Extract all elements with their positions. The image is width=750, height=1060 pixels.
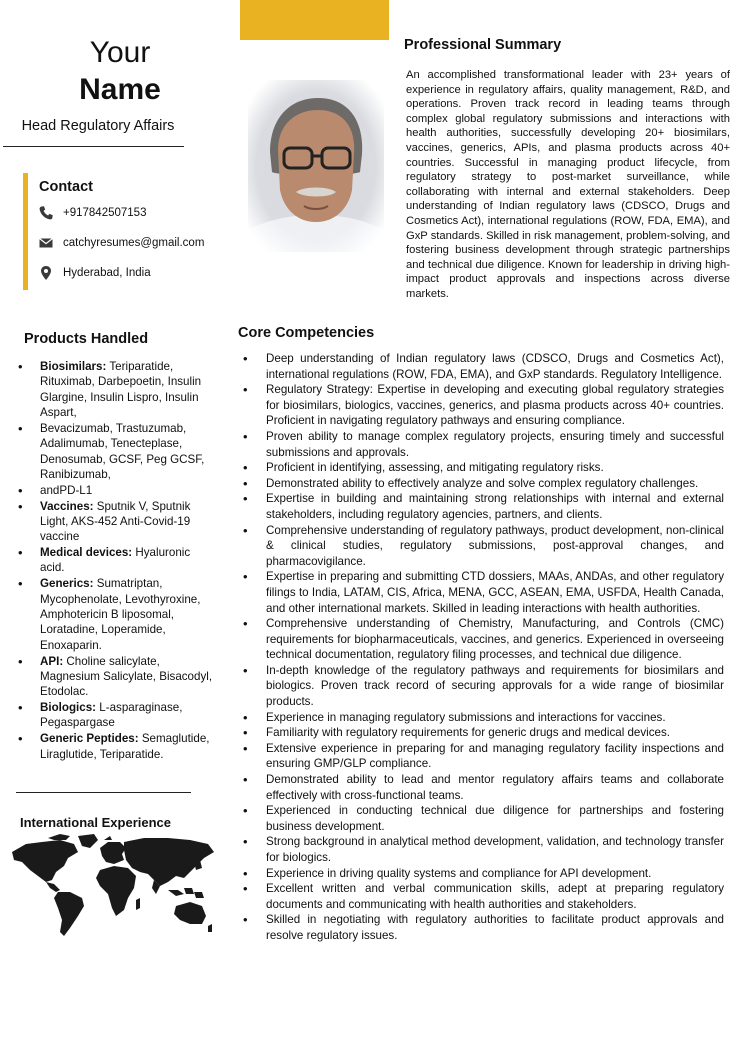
profile-photo — [248, 80, 384, 252]
list-item: • Proficient in identifying, assessing, and mitigating regulatory risks. — [240, 460, 724, 476]
product-names: Hyaluronic acid. — [40, 546, 191, 575]
product-category: Vaccines: — [40, 499, 94, 513]
list-item — [18, 483, 214, 498]
product-names: Teriparatide, Rituximab, Darbepoetin, Insulin Glargine, Insulin Lispro, Insulin Aspart, — [40, 360, 202, 420]
list-item — [18, 731, 214, 762]
list-item — [18, 545, 214, 576]
list-item — [18, 654, 214, 700]
job-title: Head Regulatory Affairs — [21, 118, 175, 134]
list-item — [18, 499, 214, 545]
contact-email-text: catchyresumes@gmail.com — [63, 237, 205, 249]
list-item: • Comprehensive understanding of regulatory pathways, product development, non-clinical & clinical studies, regulatory submissions, post-approval changes, and pharmacovigilance. — [240, 523, 724, 570]
name-first: Your — [89, 36, 151, 69]
list-item: • Demonstrated ability to lead and mentor regulatory affairs teams and collaborate effectively with cross-functional teams. — [240, 772, 724, 803]
list-item: • Proven ability to manage complex regulatory projects, ensuring timely and successful submissions and approvals. — [240, 429, 724, 460]
divider — [3, 146, 184, 147]
product-names: andPD-L1 — [40, 483, 93, 497]
list-item: • Experienced in conducting technical due diligence for partnerships and fostering business development. — [240, 803, 724, 834]
product-category: API: — [40, 654, 64, 668]
divider — [16, 792, 191, 793]
list-item: • Familiarity with regulatory requirements for generic drugs and medical devices. — [240, 725, 724, 741]
phone-icon — [38, 205, 54, 221]
product-names: Sputnik V, Sputnik Light, AKS-452 Anti-Covid-19 vaccine — [40, 499, 191, 544]
summary-text: An accomplished transformational leader with 23+ years of experience in regulatory affairs, quality management, R&D, and operations. Proven track record in leading teams through complex global regulatory submissions and interactions with health authorities, successfully developing 20+ biosimilars, vaccines, generics, APIs, and plasma products across 40+ countries. Successful in managing product lifecycle, from regulatory strategy to post-market surveillance, while collaborating with internal and external stakeholders. Deep understanding of Indian regulatory laws (CDSCO, Drugs and Cosmetics Act), international regulations (ROW, FDA, EMA), and GxP standards. Skilled in risk management, problem-solving, and fostering business development through strategic partnerships and technical due diligence. Known for leadership in driving high-impact product approvals and inspections across diverse markets. — [406, 69, 730, 300]
list-item: • In-depth knowledge of the regulatory pathways and requirements for biosimilars and biologics. Proven track record of securing approvals for a wide range of biosimilar products. — [240, 663, 724, 710]
core-competencies-list — [240, 351, 724, 944]
contact-title: Contact — [39, 179, 93, 195]
list-item: • Excellent written and verbal communication skills, adept at preparing regulatory documents and communicating with health authorities and stakeholders. — [240, 881, 724, 912]
contact-phone-text: +917842507153 — [63, 207, 147, 219]
products-list — [18, 359, 214, 762]
mail-icon — [38, 235, 54, 251]
product-names: Bevacizumab, Trastuzumab, Adalimumab, Tenecteplase, Denosumab, GCSF, Peg GCSF, Ranibizumab, — [40, 421, 205, 482]
list-item: • Strong background in analytical method development, validation, and technology transfer for biologics. — [240, 834, 724, 865]
contact-location — [38, 265, 151, 281]
core-competencies-title: Core Competencies — [238, 325, 375, 341]
product-category: Generics: — [40, 577, 94, 591]
list-item: • Expertise in preparing and submitting CTD dossiers, MAAs, ANDAs, and other regulatory filings to India, LATAM, CIS, Africa, MENA, GCC, ASEAN, EMA, USFDA, Health Canada, and other international markets. Skilled in leading interactions with health authorities. — [240, 569, 724, 616]
list-item: • Experience in managing regulatory submissions and interactions for vaccines. — [240, 710, 724, 726]
product-category: Biosimilars: — [40, 360, 107, 373]
list-item — [18, 700, 214, 731]
product-category: Generic Peptides: — [40, 732, 139, 746]
list-item: • Deep understanding of Indian regulatory laws (CDSCO, Drugs and Cosmetics Act), international regulations (ROW, FDA, EMA), and GxP standards. Regulatory Intelligence. — [240, 351, 724, 382]
international-experience-title: International Experience — [20, 815, 171, 830]
product-names: Choline salicylate, Magnesium Salicylate, Bisacodyl, Etodolac. — [40, 654, 213, 699]
list-item: • Expertise in building and maintaining strong relationships with internal and external stakeholders, including regulatory agencies, partners, and clients. — [240, 491, 724, 522]
contact-email — [38, 235, 204, 251]
accent-block — [240, 0, 389, 40]
list-item — [18, 576, 214, 653]
world-map-icon — [8, 832, 218, 940]
name-last: Name — [79, 73, 161, 106]
products-title: Products Handled — [24, 331, 149, 347]
summary-title: Professional Summary — [404, 37, 562, 53]
list-item — [18, 359, 214, 421]
list-item: • Demonstrated ability to effectively analyze and solve complex regulatory challenges. — [240, 476, 724, 492]
location-pin-icon — [38, 265, 54, 281]
list-item — [18, 421, 214, 483]
product-category: Biologics: — [40, 701, 97, 715]
product-category: Medical devices: — [40, 546, 133, 560]
list-item: • Skilled in negotiating with regulatory authorities to facilitate product approvals and resolve regulatory issues. — [240, 912, 724, 943]
contact-location-text: Hyderabad, India — [63, 267, 151, 279]
product-names: L-asparaginase, Pegaspargase — [40, 701, 183, 730]
list-item: • Comprehensive understanding of Chemistry, Manufacturing, and Controls (CMC) requirements for biopharmaceuticals, vaccines, and generics. Experienced in overseeing technical documentation, regulatory filing processes, and technical due diligence. — [240, 616, 724, 663]
list-item: • Extensive experience in preparing for and managing regulatory facility inspections and ensuring GMP/GLP compliance. — [240, 741, 724, 772]
list-item: • Experience in driving quality systems and compliance for API development. — [240, 866, 724, 882]
contact-accent-bar — [23, 173, 28, 290]
contact-phone — [38, 205, 146, 221]
product-names: Sumatriptan, Mycophenolate, Levothyroxine, Amphotericin B liposomal, Loratadine, Loperamide, Enoxaparin. — [40, 577, 201, 652]
list-item: • Regulatory Strategy: Expertise in developing and executing global regulatory strategies for biosimilars, biologics, vaccines, generics, and plasma products across 40+ countries. Proficient in navigating regulatory pathways and ensuring compliance. — [240, 382, 724, 429]
product-names: Semaglutide, Liraglutide, Teriparatide. — [40, 732, 210, 761]
